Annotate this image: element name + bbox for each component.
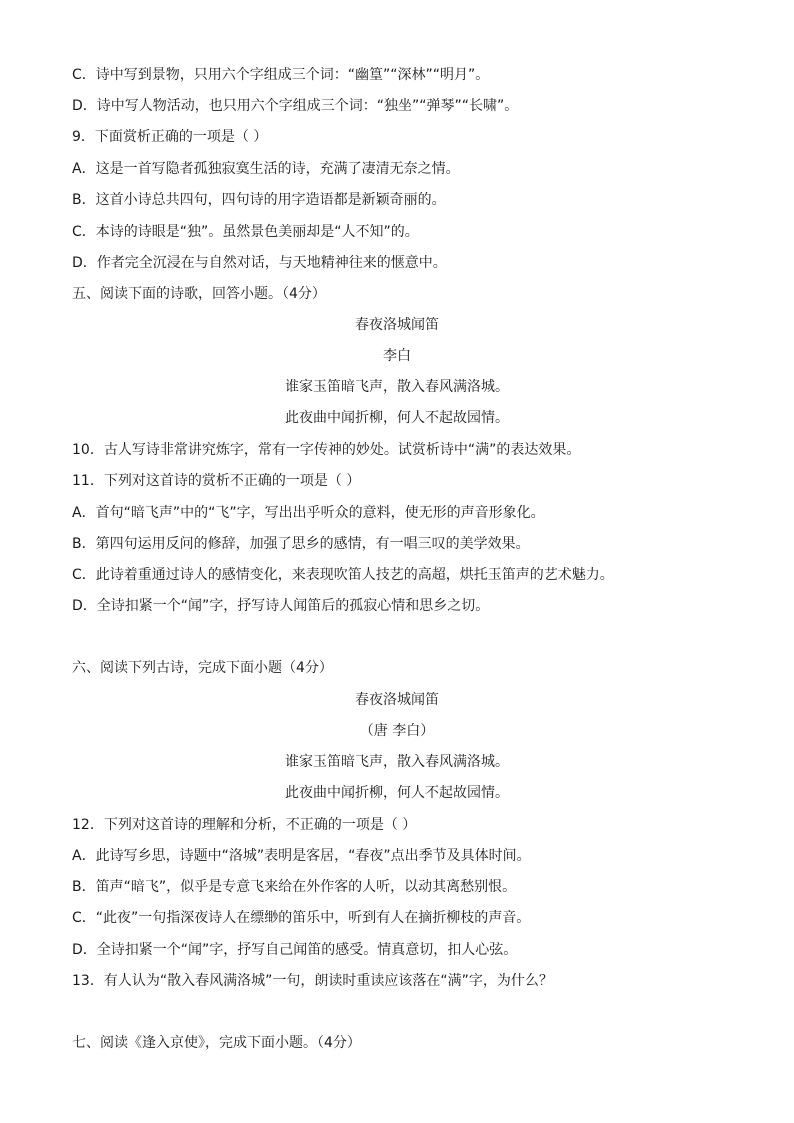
q11-option-a: A．首句“暗飞声”中的“飞”字，写出出乎听众的意料，使无形的声音形象化。 [72, 505, 545, 521]
section5-poem-line2: 此夜曲中闻折柳，何人不起故园情。 [285, 410, 509, 426]
section6-poem-line2: 此夜曲中闻折柳，何人不起故园情。 [285, 785, 509, 801]
q13-stem: 13．有人认为“散入春风满洛城”一句，朗读时重读应该落在“满”字，为什么？ [72, 973, 553, 989]
q11-option-d: D．全诗扣紧一个“闻”字，抒写诗人闻笛后的孤寂心情和思乡之切。 [72, 598, 490, 614]
q12-stem: 12．下列对这首诗的理解和分析，不正确的一项是（ ） [72, 817, 417, 833]
q11-option-c: C．此诗着重通过诗人的感情变化，来表现吹笛人技艺的高超，烘托玉笛声的艺术魅力。 [72, 567, 614, 583]
q8-option-d: D．诗中写人物活动，也只用六个字组成三个词：“独坐”“弹琴”“长啸”。 [72, 98, 519, 114]
q12-option-d: D．全诗扣紧一个“闻”字，抒写自己闻笛的感受。情真意切，扣人心弦。 [72, 942, 518, 958]
section6-poem-author: （唐 李白） [359, 723, 435, 739]
section6-poem-title: 春夜洛城闻笛 [355, 692, 439, 708]
q12-option-a: A．此诗写乡思，诗题中“洛城”表明是客居，“春夜”点出季节及具体时间。 [72, 848, 531, 864]
section6-poem-line1: 谁家玉笛暗飞声，散入春风满洛城。 [285, 754, 509, 770]
q11-option-b: B．第四句运用反问的修辞，加强了思乡的感情，有一唱三叹的美学效果。 [72, 536, 530, 552]
q9-stem: 9．下面赏析正确的一项是（ ） [72, 129, 268, 145]
section5-poem-title: 春夜洛城闻笛 [355, 317, 439, 333]
q9-option-a: A．这是一首写隐者孤独寂寞生活的诗，充满了凄清无奈之情。 [72, 161, 460, 177]
section5-poem-line1: 谁家玉笛暗飞声，散入春风满洛城。 [285, 379, 509, 395]
q12-option-b: B．笛声“暗飞”，似乎是专意飞来给在外作客的人听，以动其离愁别恨。 [72, 879, 517, 895]
section5-poem-author: 李白 [383, 348, 411, 364]
section6-heading: 六、阅读下列古诗，完成下面小题（4分） [72, 660, 333, 676]
q12-option-c: C．“此夜”一句指深夜诗人在缥缈的笛乐中，听到有人在摘折柳枝的声音。 [72, 910, 531, 926]
q10-stem: 10．古人写诗非常讲究炼字，常有一字传神的妙处。试赏析诗中“满”的表达效果。 [72, 442, 581, 458]
q9-option-c: C．本诗的诗眼是“独”。虽然景色美丽却是“人不知”的。 [72, 224, 419, 240]
q9-option-d: D．作者完全沉浸在与自然对话，与天地精神往来的惬意中。 [72, 255, 447, 271]
section7-heading: 七、阅读《逢入京使》，完成下面小题。（4分） [72, 1035, 361, 1051]
q9-option-b: B．这首小诗总共四句，四句诗的用字造语都是新颖奇丽的。 [72, 192, 446, 208]
q11-stem: 11．下列对这首诗的赏析不正确的一项是（ ） [72, 473, 361, 489]
q8-option-c: C．诗中写到景物，只用六个字组成三个词：“幽篁”“深林”“明月”。 [72, 67, 490, 83]
section5-heading: 五、阅读下面的诗歌，回答小题。（4分） [72, 286, 326, 302]
